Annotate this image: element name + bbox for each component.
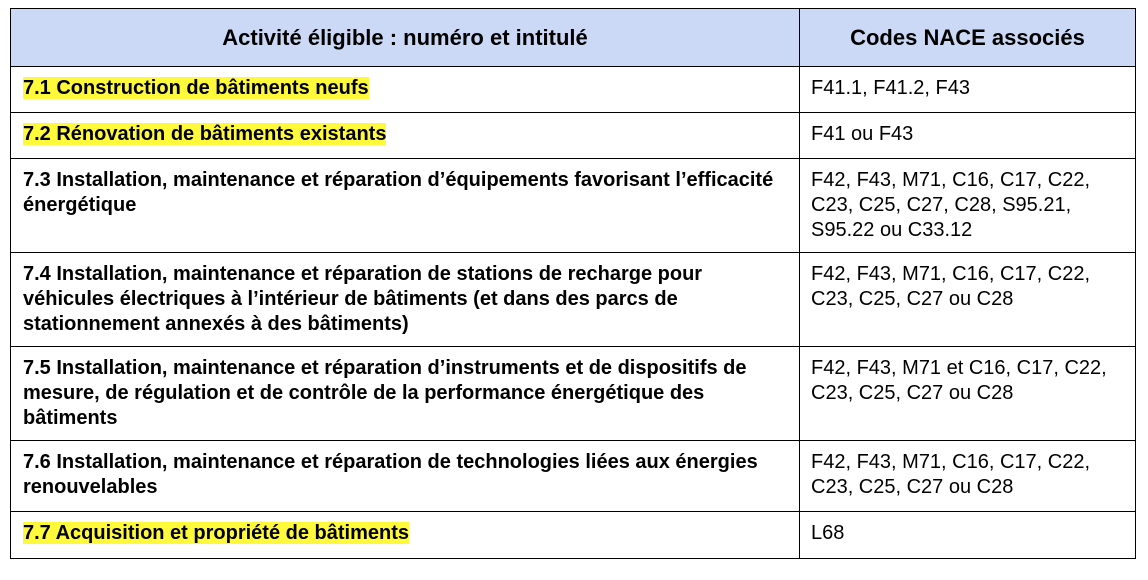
- codes-cell: F41 ou F43: [800, 113, 1136, 159]
- header-nace-codes: Codes NACE associés: [800, 9, 1136, 67]
- activity-cell: [11, 67, 800, 113]
- activity-cell: [11, 441, 800, 512]
- table-row: [11, 113, 1136, 159]
- activity-text: 7.7 Acquisition et propriété de bâtiments: [23, 522, 409, 544]
- table-header-row: [11, 9, 1136, 67]
- codes-cell: L68: [800, 512, 1136, 559]
- activity-cell: [11, 347, 800, 441]
- codes-cell: F42, F43, M71, C16, C17, C22, C23, C25, C27 ou C28: [800, 441, 1136, 512]
- activity-text: 7.5 Installation, maintenance et réparation d’instruments et de dispositifs de mesure, de régulation et de contrôle de la performance énergétique des bâtiments: [23, 357, 747, 429]
- table-row: [11, 441, 1136, 512]
- document-page: [10, 8, 1136, 559]
- table-row: [11, 159, 1136, 253]
- table-row: [11, 347, 1136, 441]
- activity-text: 7.3 Installation, maintenance et réparation d’équipements favorisant l’efficacité énergétique: [23, 169, 774, 216]
- activity-cell: [11, 159, 800, 253]
- activity-cell: [11, 512, 800, 559]
- codes-cell: F41.1, F41.2, F43: [800, 67, 1136, 113]
- activity-text: 7.1 Construction de bâtiments neufs: [23, 77, 369, 99]
- table-row: [11, 253, 1136, 347]
- activity-text: 7.4 Installation, maintenance et réparation de stations de recharge pour véhicules électriques à l’intérieur de bâtiments (et dans des parcs de stationnement annexés à des bâtiments): [23, 263, 703, 335]
- header-activity: Activité éligible : numéro et intitulé: [11, 9, 800, 67]
- codes-cell: F42, F43, M71, C16, C17, C22, C23, C25, C27, C28, S95.21, S95.22 ou C33.12: [800, 159, 1136, 253]
- activity-text: 7.6 Installation, maintenance et réparation de technologies liées aux énergies renouvelables: [23, 451, 758, 498]
- codes-cell: F42, F43, M71, C16, C17, C22, C23, C25, C27 ou C28: [800, 253, 1136, 347]
- codes-cell: F42, F43, M71 et C16, C17, C22, C23, C25, C27 ou C28: [800, 347, 1136, 441]
- activity-cell: [11, 113, 800, 159]
- nace-codes-table: [10, 8, 1136, 559]
- table-row: [11, 512, 1136, 559]
- activity-text: 7.2 Rénovation de bâtiments existants: [23, 123, 387, 145]
- activity-cell: [11, 253, 800, 347]
- table-row: [11, 67, 1136, 113]
